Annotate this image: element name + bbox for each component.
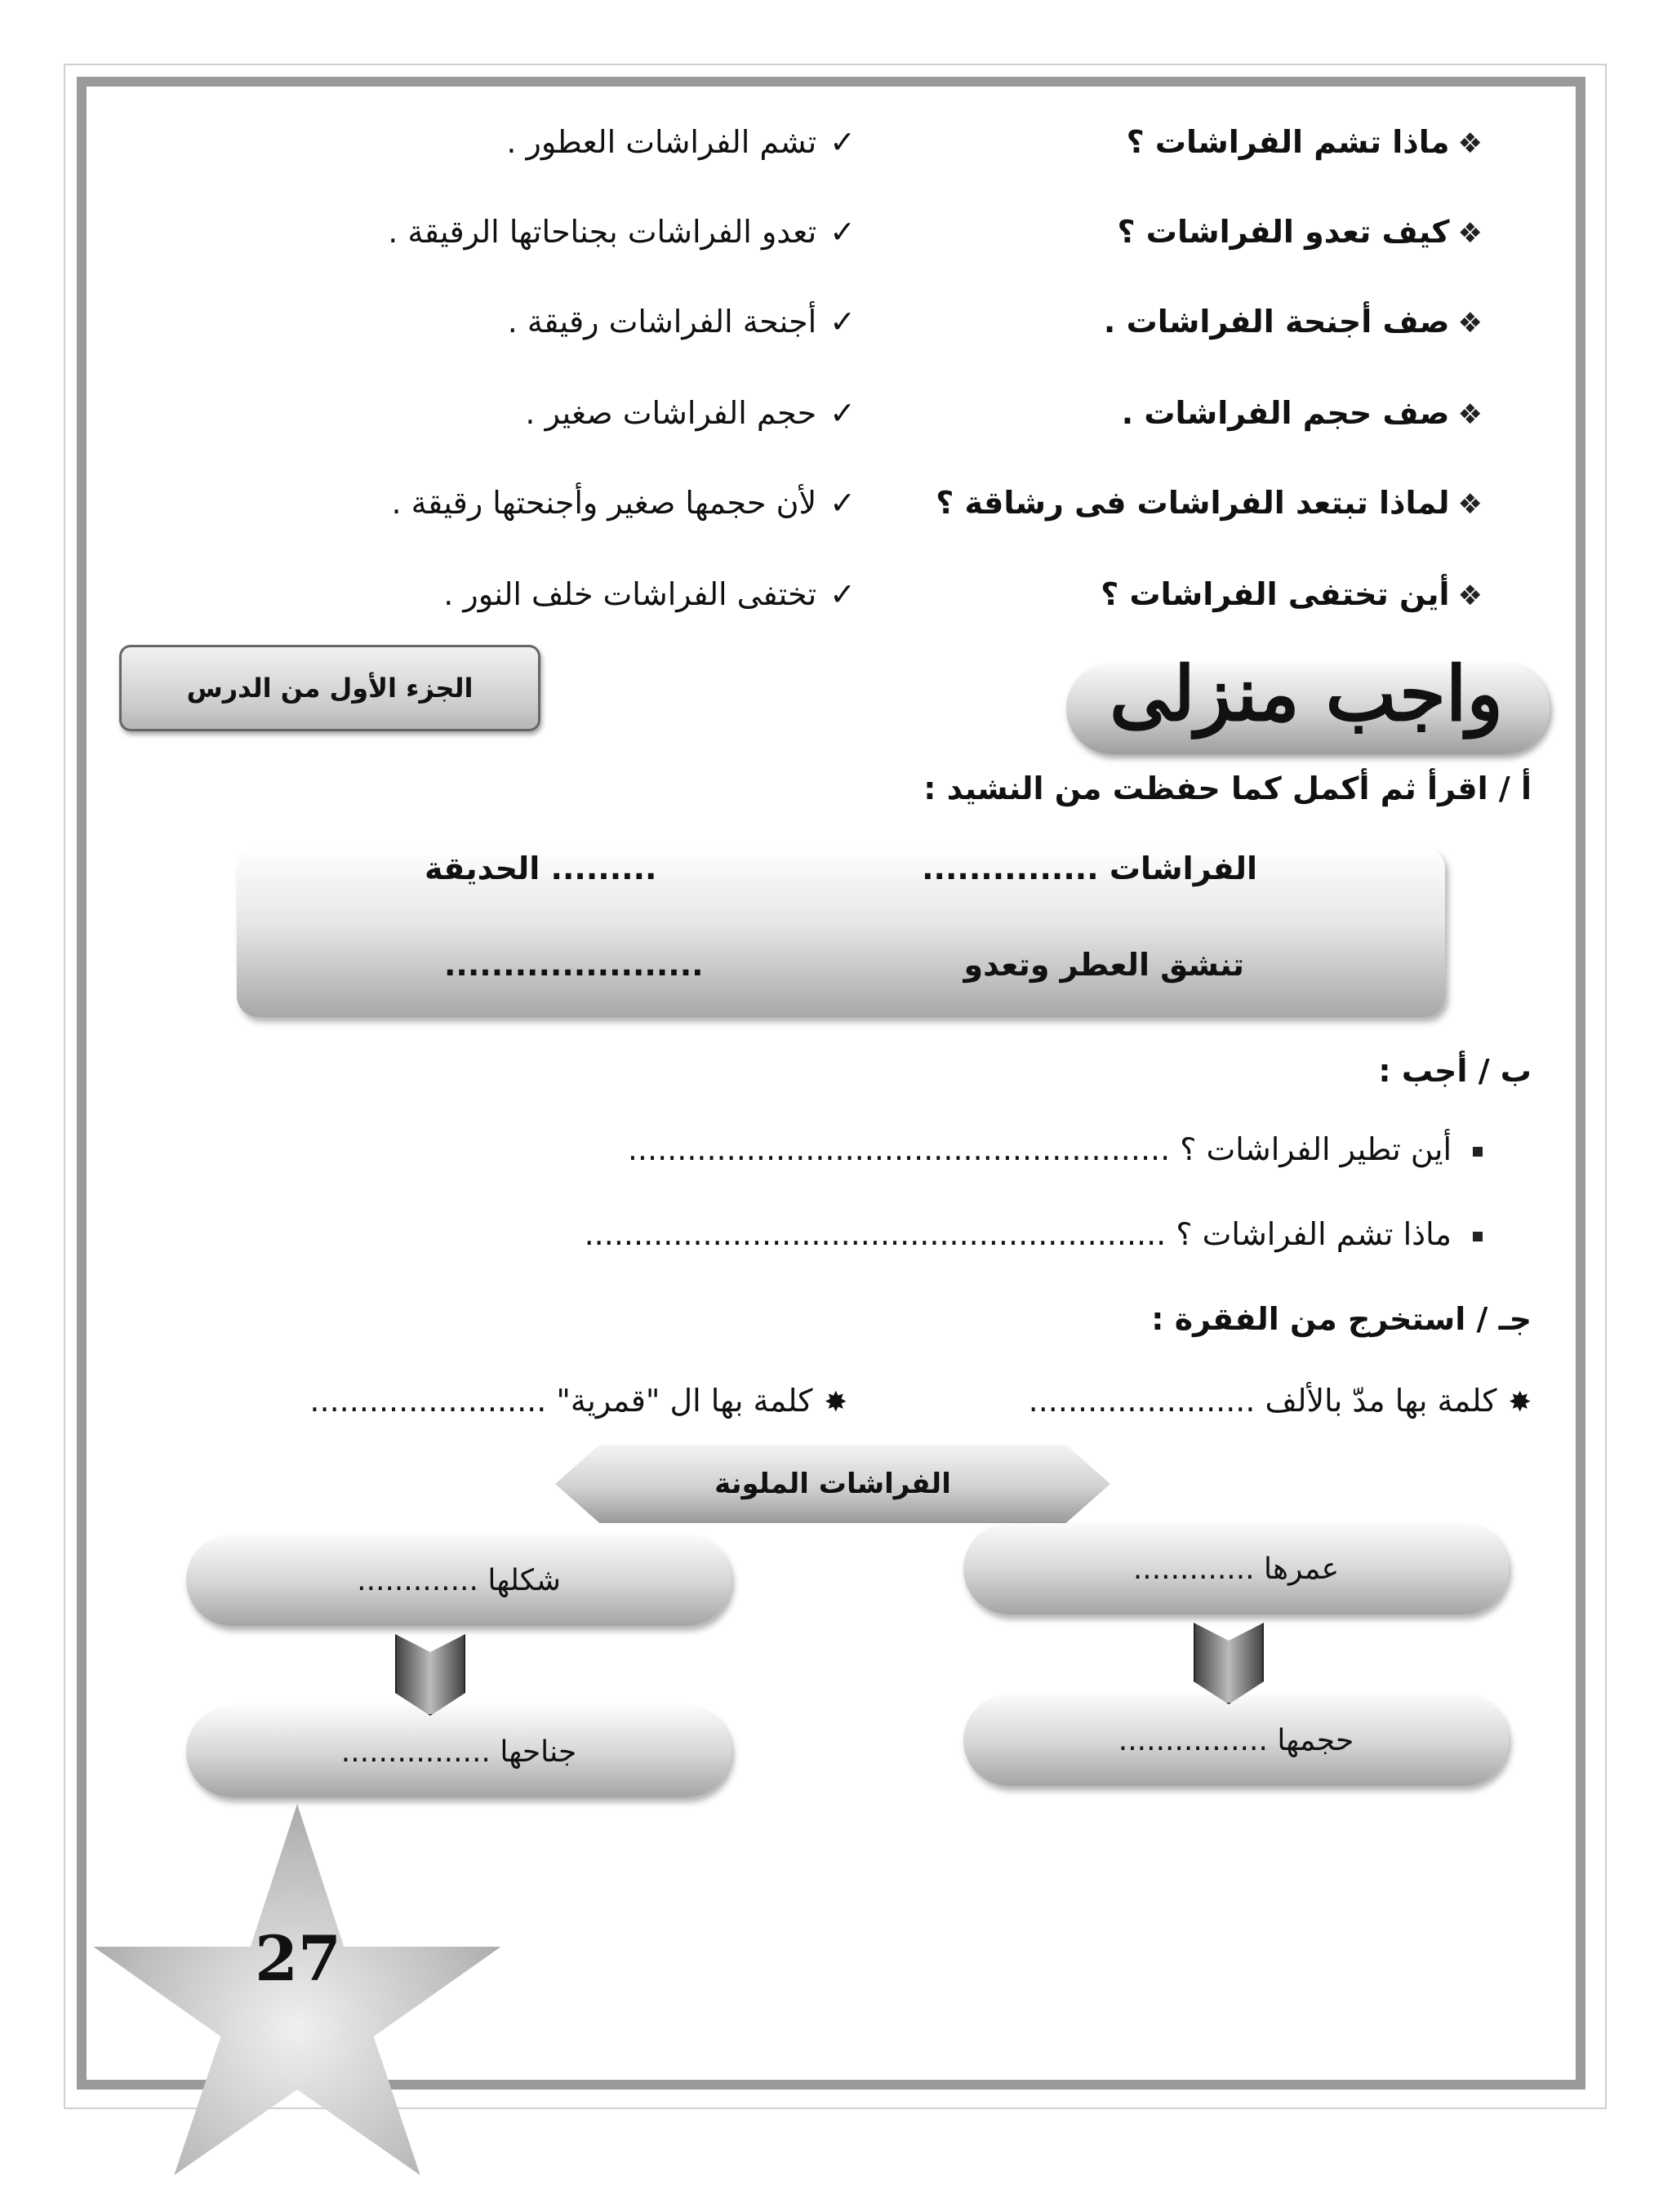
section-c-title: جـ / استخرج من الفقرة : bbox=[1151, 1301, 1532, 1337]
question-6: ❖أين تختفى الفراشات ؟ bbox=[1101, 576, 1483, 612]
square-bullet-icon bbox=[1473, 1232, 1483, 1241]
question-5: ❖لماذا تبتعد الفراشات فى رشاقة ؟ bbox=[936, 485, 1483, 521]
answer-4: ✓حجم الفراشات صغير . bbox=[525, 395, 856, 431]
diamond-bullet-icon: ❖ bbox=[1457, 217, 1483, 250]
answer-1: ✓تشم الفراشات العطور . bbox=[506, 124, 856, 160]
diamond-bullet-icon: ❖ bbox=[1457, 307, 1483, 340]
answer-6: ✓تختفى الفراشات خلف النور . bbox=[443, 576, 856, 612]
section-a-title: أ / اقرأ ثم أكمل كما حفظت من النشيد : bbox=[923, 771, 1532, 806]
wings-label: جناحها ................ bbox=[340, 1735, 577, 1769]
answer-question-2: ماذا تشم الفراشات ؟ ........................................................... bbox=[585, 1216, 1483, 1252]
extract-item-2: ✸كلمة بها ال "قمرية" ........................ bbox=[309, 1383, 847, 1419]
poem-line2-left: ...................... bbox=[444, 947, 704, 983]
answer-2: ✓تعدو الفراشات بجناحاتها الرقيقة . bbox=[388, 214, 856, 250]
checkmark-icon: ✓ bbox=[829, 214, 856, 250]
shape-box bbox=[186, 1535, 732, 1626]
poem-line2-right: تنشق العطر وتعدو bbox=[963, 947, 1244, 983]
lesson-part-label: الجزء الأول من الدرس bbox=[119, 645, 540, 731]
question-4: ❖صف حجم الفراشات . bbox=[1121, 395, 1483, 431]
checkmark-icon: ✓ bbox=[829, 304, 856, 340]
answer-question-1: أين تطير الفراشات ؟ ....................................................... bbox=[628, 1131, 1483, 1167]
wings-box bbox=[186, 1706, 732, 1797]
concept-center-label: الفراشات الملونة bbox=[714, 1468, 951, 1500]
answer-3: ✓أجنحة الفراشات رقيقة . bbox=[507, 304, 856, 340]
size-label: حجمها ................ bbox=[1118, 1723, 1354, 1757]
checkmark-icon: ✓ bbox=[829, 124, 856, 160]
age-box bbox=[963, 1523, 1509, 1615]
star-bullet-icon: ✸ bbox=[1508, 1386, 1532, 1419]
age-label: عمرها ............. bbox=[1132, 1552, 1340, 1586]
poem-box bbox=[237, 847, 1445, 1017]
homework-title: واجب منزلى bbox=[1109, 650, 1503, 738]
diamond-bullet-icon: ❖ bbox=[1457, 488, 1483, 521]
question-3: ❖صف أجنحة الفراشات . bbox=[1103, 304, 1483, 340]
page-number: 27 bbox=[255, 1922, 341, 1995]
size-box bbox=[963, 1695, 1509, 1786]
star-bullet-icon: ✸ bbox=[824, 1386, 847, 1419]
question-2: ❖كيف تعدو الفراشات ؟ bbox=[1117, 214, 1483, 250]
poem-line1-left: ......... الحديقة bbox=[425, 851, 657, 886]
checkmark-icon: ✓ bbox=[829, 485, 856, 521]
poem-line1-right: الفراشات ............... bbox=[922, 851, 1257, 886]
square-bullet-icon bbox=[1473, 1147, 1483, 1157]
checkmark-icon: ✓ bbox=[829, 576, 856, 612]
question-1: ❖ماذا تشم الفراشات ؟ bbox=[1126, 124, 1483, 160]
section-b-title: ب / أجب : bbox=[1378, 1053, 1532, 1089]
diamond-bullet-icon: ❖ bbox=[1457, 127, 1483, 160]
diamond-bullet-icon: ❖ bbox=[1457, 398, 1483, 431]
checkmark-icon: ✓ bbox=[829, 395, 856, 431]
answer-5: ✓لأن حجمها صغير وأجنحتها رقيقة . bbox=[391, 485, 856, 521]
shape-label: شكلها ............. bbox=[357, 1563, 561, 1597]
extract-item-1: ✸كلمة بها مدّ بالألف ....................... bbox=[1028, 1383, 1532, 1419]
diamond-bullet-icon: ❖ bbox=[1457, 580, 1483, 612]
